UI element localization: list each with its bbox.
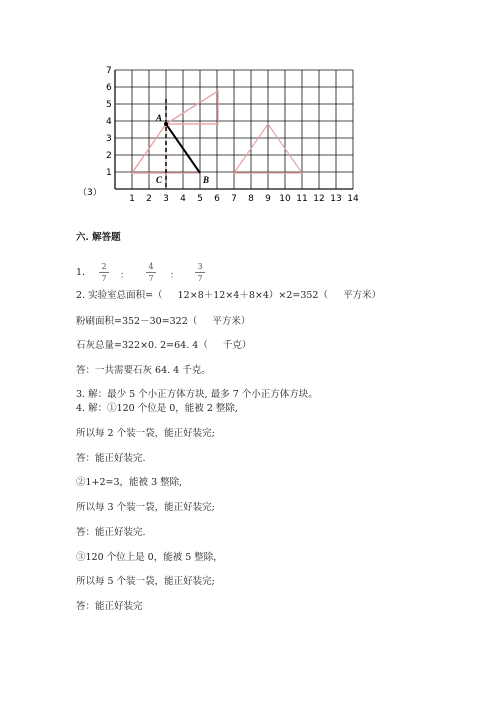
answer-line: 石灰总量=322×0. 2=64. 4（ 千克） — [76, 340, 252, 351]
x-tick-label: 5 — [197, 194, 203, 204]
x-tick-label: 8 — [248, 194, 254, 204]
answer-line: 答：能正好装完 — [76, 601, 143, 612]
fraction-2 — [146, 262, 156, 283]
q1-separator-1: ： — [120, 271, 130, 281]
y-tick-label: 7 — [106, 66, 112, 76]
y-tick-label: 3 — [106, 134, 112, 144]
answer-line: 3. 解：最少 5 个小正方体方块, 最多 7 个小正方体方块。 — [76, 389, 318, 400]
x-tick-label: 14 — [347, 194, 359, 204]
y-tick-label: 2 — [106, 151, 112, 161]
y-tick-label: 6 — [106, 83, 112, 93]
x-tick-label: 10 — [279, 194, 291, 204]
grid-lines — [115, 70, 353, 189]
q1-label: 1. — [76, 267, 86, 278]
fraction-3 — [195, 262, 205, 283]
x-tick-label: 7 — [231, 194, 237, 204]
fraction-3-numerator: 3 — [197, 262, 203, 271]
x-tick-label: 13 — [330, 194, 342, 204]
x-tick-label: 11 — [296, 194, 308, 204]
x-tick-label: 2 — [146, 194, 152, 204]
fraction-1-denominator: 7 — [101, 274, 107, 283]
answer-line: 粉刷面积=352－30=322（ 平方米） — [76, 316, 251, 327]
x-tick-label: 9 — [265, 194, 271, 204]
x-tick-label: 4 — [180, 194, 186, 204]
y-tick-labels — [106, 66, 112, 178]
left-trapezoid — [132, 91, 218, 173]
point-c-label: C — [156, 175, 163, 185]
x-tick-label: 12 — [313, 194, 325, 204]
answer-line: ②1+2=3，能被 3 整除, — [76, 477, 183, 488]
answer-line: 所以每 2 个装一袋，能正好装完; — [76, 428, 215, 439]
section-title: 六. 解答题 — [76, 232, 121, 243]
y-tick-label: 4 — [106, 117, 112, 127]
x-tick-label: 3 — [163, 194, 169, 204]
left-trapezoid-outline — [132, 91, 218, 173]
fraction-1 — [99, 262, 109, 283]
fraction-2-denominator: 7 — [148, 274, 154, 283]
answer-line: 答：能正好装完. — [76, 453, 146, 464]
answer-line: 所以每 5 个装一袋，能正好装完; — [76, 576, 215, 587]
fraction-1-bar — [99, 272, 109, 273]
answer-line: 所以每 3 个装一袋，能正好装完; — [76, 502, 215, 513]
answer-line: 答：一共需要石灰 64. 4 千克。 — [76, 365, 211, 376]
x-tick-label: 6 — [214, 194, 220, 204]
figure-label: （3） — [78, 188, 102, 198]
fraction-2-bar — [146, 272, 156, 273]
fraction-1-numerator: 2 — [101, 262, 107, 271]
fraction-3-bar — [195, 272, 205, 273]
y-tick-label: 5 — [106, 100, 112, 110]
fraction-2-numerator: 4 — [148, 262, 154, 271]
y-tick-label: 1 — [106, 168, 112, 178]
q1-separator-2: ： — [170, 271, 180, 281]
point-b-label: B — [203, 175, 210, 185]
x-tick-labels — [129, 194, 359, 204]
fraction-3-denominator: 7 — [197, 274, 203, 283]
answer-line: 4. 解：①120 个位是 0，能被 2 整除, — [76, 403, 238, 414]
x-tick-label: 1 — [129, 194, 135, 204]
answer-line: 答：能正好装完. — [76, 527, 146, 538]
point-a-label: A — [156, 113, 163, 123]
answer-line: 2. 实验室总面积=（ 12×8＋12×4＋8×4）×2=352（ 平方米） — [76, 290, 382, 301]
point-a-dot — [164, 122, 168, 126]
grid-figure — [0, 0, 500, 215]
answer-line: ③120 个位上是 0，能被 5 整除， — [76, 552, 223, 563]
